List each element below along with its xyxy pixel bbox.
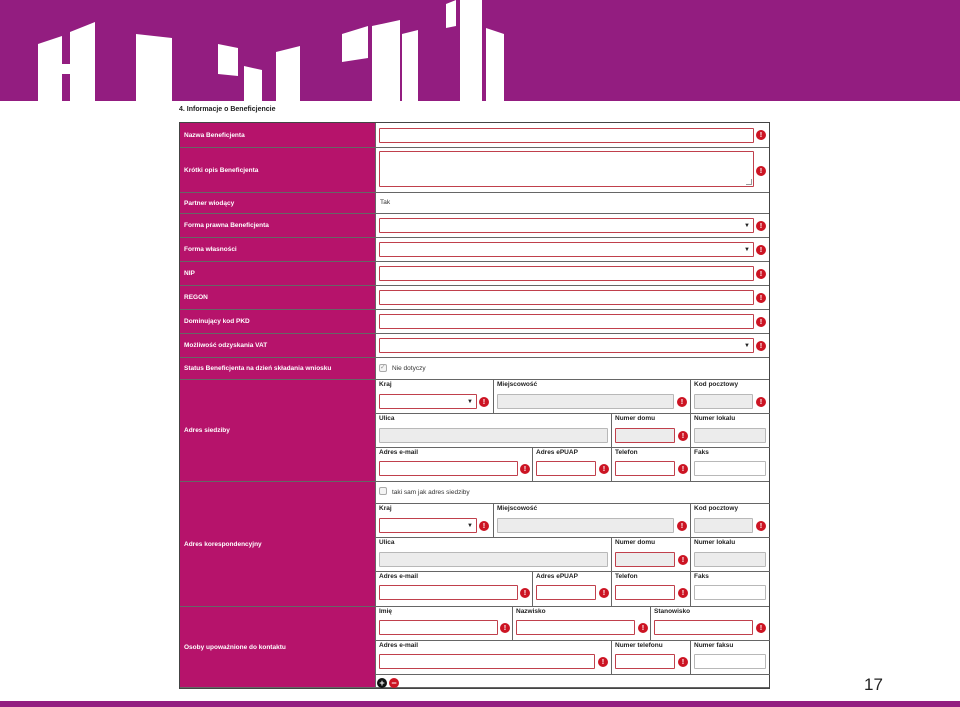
kraj-label: Kraj [379, 505, 392, 512]
exclamation-circle-icon: ! [599, 464, 609, 474]
header-banner [0, 0, 960, 101]
cell-same-address [376, 482, 770, 504]
telefon-input[interactable] [615, 461, 675, 476]
miejscowosc-label: Miejscowość [497, 381, 538, 388]
email-label: Adres e-mail [379, 449, 419, 456]
label-vat: Możliwość odzyskania VAT [180, 334, 375, 357]
exclamation-circle-icon: ! [479, 521, 489, 531]
kod-label: Kod pocztowy [694, 505, 739, 512]
chevron-down-icon: ▼ [744, 223, 750, 229]
miejscowosc-input[interactable] [497, 394, 674, 409]
chevron-down-icon: ▼ [744, 247, 750, 253]
exclamation-circle-icon: ! [479, 397, 489, 407]
nr-domu-input[interactable] [615, 428, 675, 443]
cell-miejscowosc [494, 380, 691, 414]
cell-ulica [376, 538, 612, 572]
cell-ulica [376, 414, 612, 448]
row-adres-siedziby [180, 380, 769, 482]
same-address-checkbox[interactable] [379, 487, 387, 495]
telefon-input[interactable] [615, 585, 675, 600]
exclamation-circle-icon: ! [677, 521, 687, 531]
row-osoby [180, 607, 769, 688]
exclamation-circle-icon: ! [678, 464, 688, 474]
ulica-label: Ulica [379, 539, 395, 546]
faks-input[interactable] [694, 585, 766, 600]
row-nip [180, 262, 769, 286]
exclamation-circle-icon: ! [520, 464, 530, 474]
epuap-label: Adres ePUAP [536, 573, 578, 580]
section-title: 4. Informacje o Beneficjencie [179, 106, 276, 113]
chevron-down-icon: ▼ [467, 523, 473, 529]
cell-nr-telefonu [612, 641, 691, 675]
email-input[interactable] [379, 461, 518, 476]
cell-faks [691, 448, 770, 482]
label-regon: REGON [180, 286, 375, 309]
nr-telefonu-input[interactable] [615, 654, 675, 669]
faks-label: Faks [694, 449, 709, 456]
cell-nr-lokalu [691, 538, 770, 572]
nr-telefonu-label: Numer telefonu [615, 642, 663, 649]
row-nazwa [180, 123, 769, 148]
nr-lokalu-input[interactable] [694, 552, 766, 567]
imie-label: Imię [379, 608, 393, 615]
row-forma-prawna [180, 214, 769, 238]
exclamation-circle-icon: ! [599, 588, 609, 598]
label-nip: NIP [180, 262, 375, 285]
exclamation-circle-icon: ! [756, 221, 766, 231]
kod-label: Kod pocztowy [694, 381, 739, 388]
cell-epuap [533, 448, 612, 482]
row-partner [180, 193, 769, 214]
exclamation-circle-icon: ! [677, 397, 687, 407]
regon-input[interactable] [379, 290, 754, 305]
exclamation-circle-icon: ! [756, 293, 766, 303]
row-status [180, 358, 769, 380]
label-nazwa: Nazwa Beneficjenta [180, 123, 375, 147]
ulica-input[interactable] [379, 552, 608, 567]
nr-lokalu-input[interactable] [694, 428, 766, 443]
kod-input[interactable] [694, 518, 753, 533]
exclamation-circle-icon: ! [756, 341, 766, 351]
exclamation-circle-icon: ! [638, 623, 648, 633]
nazwisko-label: Nazwisko [516, 608, 546, 615]
faks-input[interactable] [694, 461, 766, 476]
exclamation-circle-icon: ! [520, 588, 530, 598]
contact-email-input[interactable] [379, 654, 595, 669]
nr-faksu-input[interactable] [694, 654, 766, 669]
contact-email-label: Adres e-mail [379, 642, 419, 649]
cell-imie [376, 607, 513, 641]
exclamation-circle-icon: ! [756, 130, 766, 140]
kraj-select[interactable] [379, 518, 477, 533]
vat-select[interactable] [379, 338, 754, 353]
cell-stanowisko [651, 607, 770, 641]
cell-kod [691, 504, 770, 538]
ulica-label: Ulica [379, 415, 395, 422]
label-opis: Krótki opis Beneficjenta [180, 148, 375, 192]
forma-wlasnosci-select[interactable] [379, 242, 754, 257]
stanowisko-label: Stanowisko [654, 608, 691, 615]
telefon-label: Telefon [615, 573, 638, 580]
faks-label: Faks [694, 573, 709, 580]
nr-domu-label: Numer domu [615, 415, 656, 422]
row-regon [180, 286, 769, 310]
remove-contact-button[interactable]: − [389, 678, 399, 688]
nr-domu-input[interactable] [615, 552, 675, 567]
exclamation-circle-icon: ! [678, 657, 688, 667]
exclamation-circle-icon: ! [678, 588, 688, 598]
opis-textarea[interactable] [379, 151, 754, 187]
cell-epuap [533, 572, 612, 607]
kod-input[interactable] [694, 394, 753, 409]
cell-faks [691, 572, 770, 607]
imie-input[interactable] [379, 620, 498, 635]
cell-email [376, 572, 533, 607]
nie-dotyczy-label: Nie dotyczy [392, 365, 426, 372]
telefon-label: Telefon [615, 449, 638, 456]
page-number: 17 [864, 675, 883, 694]
label-osoby: Osoby upoważnione do kontaktu [180, 607, 375, 687]
exclamation-circle-icon: ! [500, 623, 510, 633]
cell-nr-lokalu [691, 414, 770, 448]
row-pkd [180, 310, 769, 334]
cell-telefon [612, 572, 691, 607]
partner-value: Tak [380, 199, 391, 206]
same-address-label: taki sam jak adres siedziby [392, 489, 470, 496]
kraj-select[interactable] [379, 394, 477, 409]
miejscowosc-input[interactable] [497, 518, 674, 533]
exclamation-circle-icon: ! [756, 166, 766, 176]
exclamation-circle-icon: ! [756, 317, 766, 327]
cell-nr-faksu [691, 641, 770, 675]
cell-nr-domu [612, 538, 691, 572]
nr-faksu-label: Numer faksu [694, 642, 734, 649]
cell-telefon [612, 448, 691, 482]
nazwisko-input[interactable] [516, 620, 635, 635]
cell-nr-domu [612, 414, 691, 448]
label-adres-koresp: Adres korespondencyjny [180, 482, 375, 606]
row-opis [180, 148, 769, 193]
exclamation-circle-icon: ! [756, 397, 766, 407]
exclamation-circle-icon: ! [756, 623, 766, 633]
cell-nazwisko [513, 607, 651, 641]
nazwa-input[interactable] [379, 128, 754, 143]
chevron-down-icon: ▼ [467, 399, 473, 405]
beneficiary-form [179, 122, 770, 689]
kraj-label: Kraj [379, 381, 392, 388]
footer-bar [0, 701, 960, 707]
label-forma-prawna: Forma prawna Beneficjenta [180, 214, 375, 237]
row-forma-wlasnosci [180, 238, 769, 262]
epuap-input[interactable] [536, 461, 596, 476]
nr-lokalu-label: Numer lokalu [694, 415, 736, 422]
label-partner: Partner wiodący [180, 193, 375, 213]
label-status: Status Beneficjenta na dzień składania wniosku [180, 358, 375, 379]
nie-dotyczy-checkbox[interactable] [379, 364, 387, 372]
cell-miejscowosc [494, 504, 691, 538]
label-forma-wlasnosci: Forma własności [180, 238, 375, 261]
epuap-label: Adres ePUAP [536, 449, 578, 456]
nr-domu-label: Numer domu [615, 539, 656, 546]
row-vat [180, 334, 769, 358]
forma-prawna-select[interactable] [379, 218, 754, 233]
exclamation-circle-icon: ! [678, 555, 688, 565]
nip-input[interactable] [379, 266, 754, 281]
exclamation-circle-icon: ! [678, 431, 688, 441]
cell-email [376, 448, 533, 482]
add-contact-button[interactable]: + [377, 678, 387, 688]
chevron-down-icon: ▼ [744, 343, 750, 349]
exclamation-circle-icon: ! [756, 521, 766, 531]
logo-graphic [0, 0, 960, 101]
cell-kod [691, 380, 770, 414]
exclamation-circle-icon: ! [756, 245, 766, 255]
cell-contact-email [376, 641, 612, 675]
stanowisko-input[interactable] [654, 620, 753, 635]
miejscowosc-label: Miejscowość [497, 505, 538, 512]
label-pkd: Dominujący kod PKD [180, 310, 375, 333]
label-adres-siedziby: Adres siedziby [180, 380, 375, 481]
ulica-input[interactable] [379, 428, 608, 443]
cell-kraj [376, 504, 494, 538]
email-input[interactable] [379, 585, 518, 600]
email-label: Adres e-mail [379, 573, 419, 580]
exclamation-circle-icon: ! [756, 269, 766, 279]
pkd-input[interactable] [379, 314, 754, 329]
exclamation-circle-icon: ! [598, 657, 608, 667]
nr-lokalu-label: Numer lokalu [694, 539, 736, 546]
cell-kraj [376, 380, 494, 414]
epuap-input[interactable] [536, 585, 596, 600]
row-adres-koresp [180, 482, 769, 607]
